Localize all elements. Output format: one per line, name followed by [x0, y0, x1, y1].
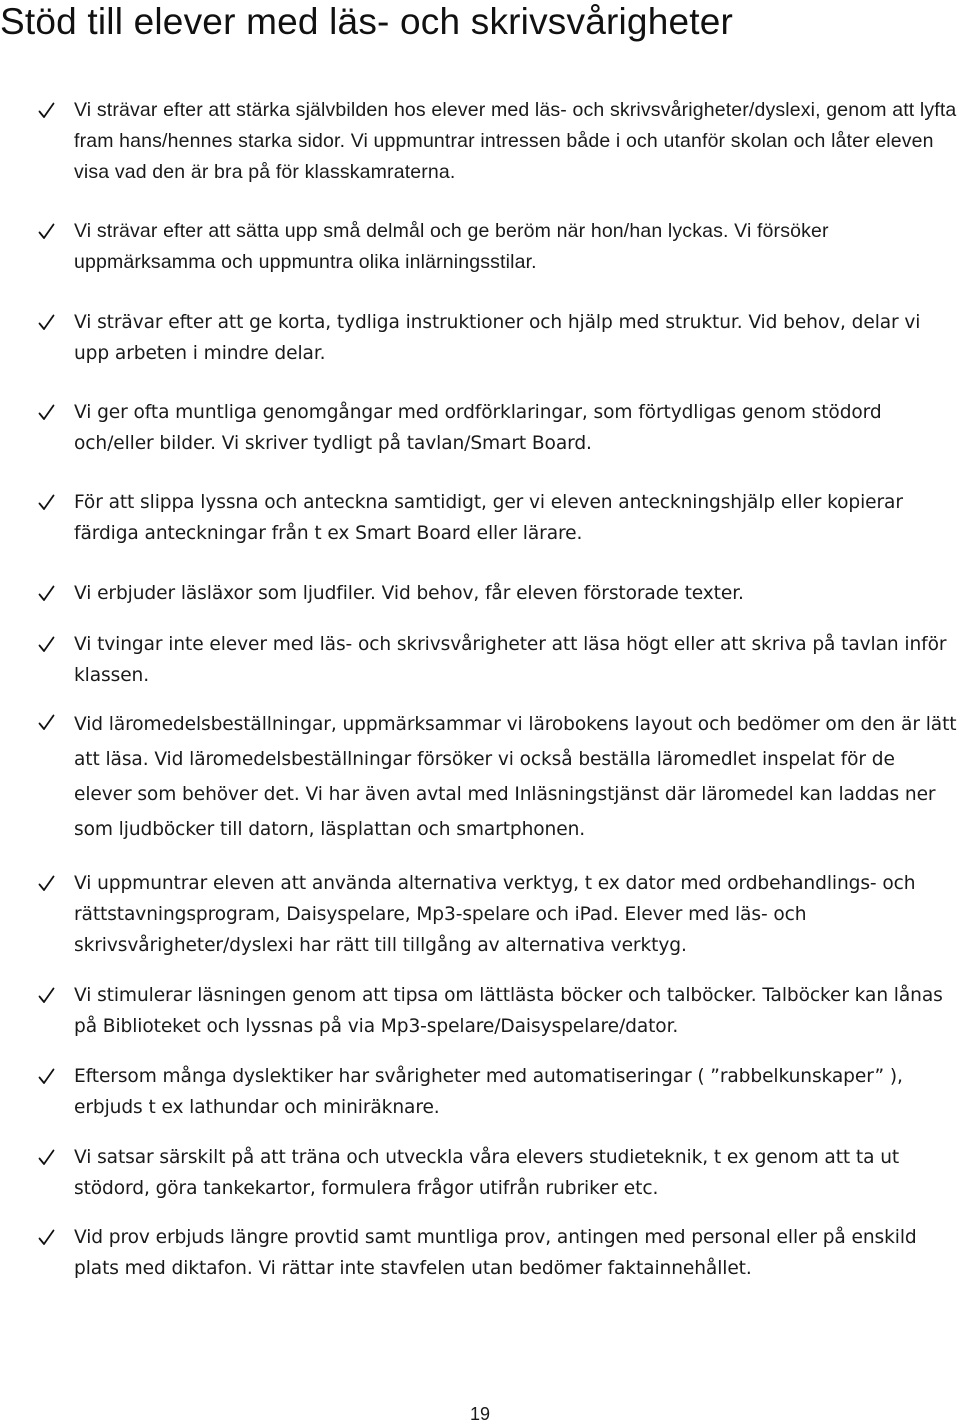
check-icon — [38, 1068, 55, 1085]
list-item-text: Vi strävar efter att stärka självbilden hos elever med läs- och skrivsvårigheter/dyslexi, genom att lyfta fram hans/hennes starka sidor. Vi uppmuntrar intressen både i och utanför skolan och låter eleven visa vad den är bra på för klasskamraterna. — [74, 99, 957, 183]
check-icon — [38, 314, 55, 331]
page-title: Stöd till elever med läs- och skrivsvårigheter — [0, 1, 734, 42]
check-icon — [38, 494, 55, 511]
check-icon — [38, 585, 55, 602]
check-icon — [38, 987, 55, 1004]
check-icon — [38, 636, 55, 653]
list-item-text: För att slippa lyssna och anteckna samtidigt, ger vi eleven anteckningshjälp eller kopierar färdiga anteckningar från t ex Smart Board eller lärare. — [74, 492, 903, 544]
list-item-text: Vi tvingar inte elever med läs- och skrivsvårigheter att läsa högt eller att skriva på tavlan inför klassen. — [74, 634, 947, 686]
list-item-text: Vi strävar efter att ge korta, tydliga instruktioner och hjälp med struktur. Vid behov, delar vi upp arbeten i mindre delar. — [74, 312, 921, 364]
check-icon — [38, 714, 55, 731]
list-item-text: Vid läromedelsbeställningar, uppmärksammar vi lärobokens layout och bedömer om den är lätt att läsa. Vid läromedelsbeställningar försöker vi också beställa läromedlet inspelat för de elever som behöver det. Vi har även avtal med Inläsningstjänst där läromedel kan laddas ner som ljudböcker till datorn, läsplattan och smartphonen. — [74, 714, 957, 840]
check-icon — [38, 875, 55, 892]
check-icon — [38, 1149, 55, 1166]
list-item-text: Vi ger ofta muntliga genomgångar med ordförklaringar, som förtydligas genom stödord och/eller bilder. Vi skriver tydligt på tavlan/Smart Board. — [74, 402, 882, 454]
check-icon — [38, 404, 55, 421]
check-icon — [38, 1229, 55, 1246]
list-item-text: Vi erbjuder läsläxor som ljudfiler. Vid behov, får eleven förstorade texter. — [74, 583, 744, 604]
check-icon — [38, 223, 55, 240]
list-item-text: Vi strävar efter att sätta upp små delmål och ge beröm när hon/han lyckas. Vi försöker uppmärksamma och uppmuntra olika inlärningsstilar. — [74, 220, 829, 273]
check-icon — [38, 102, 55, 119]
list-item-text: Vi stimulerar läsningen genom att tipsa om lättlästa böcker och talböcker. Talböcker kan lånas på Biblioteket och lyssnas på via Mp3-spelare/Daisyspelare/dator. — [74, 985, 943, 1037]
page-number: 19 — [469, 1404, 491, 1424]
list-item-text: Vid prov erbjuds längre provtid samt muntliga prov, antingen med personal eller på enskild plats med diktafon. Vi rättar inte stavfelen utan bedömer faktainnehållet. — [74, 1227, 917, 1279]
list-item-text: Vi satsar särskilt på att träna och utveckla våra elevers studieteknik, t ex genom att ta ut stödord, göra tankekartor, formulera frågor utifrån rubriker etc. — [74, 1147, 900, 1199]
list-item-text: Vi uppmuntrar eleven att använda alternativa verktyg, t ex dator med ordbehandlings- och rättstavningsprogram, Daisyspelare, Mp3-spelare och iPad. Elever med läs- och skrivsvårigheter/dyslexi har rätt till tillgång av alternativa verktyg. — [74, 873, 916, 956]
list-item-text: Eftersom många dyslektiker har svårigheter med automatiseringar ( ”rabbelkunskaper” ), erbjuds t ex lathundar och miniräknare. — [74, 1066, 903, 1118]
